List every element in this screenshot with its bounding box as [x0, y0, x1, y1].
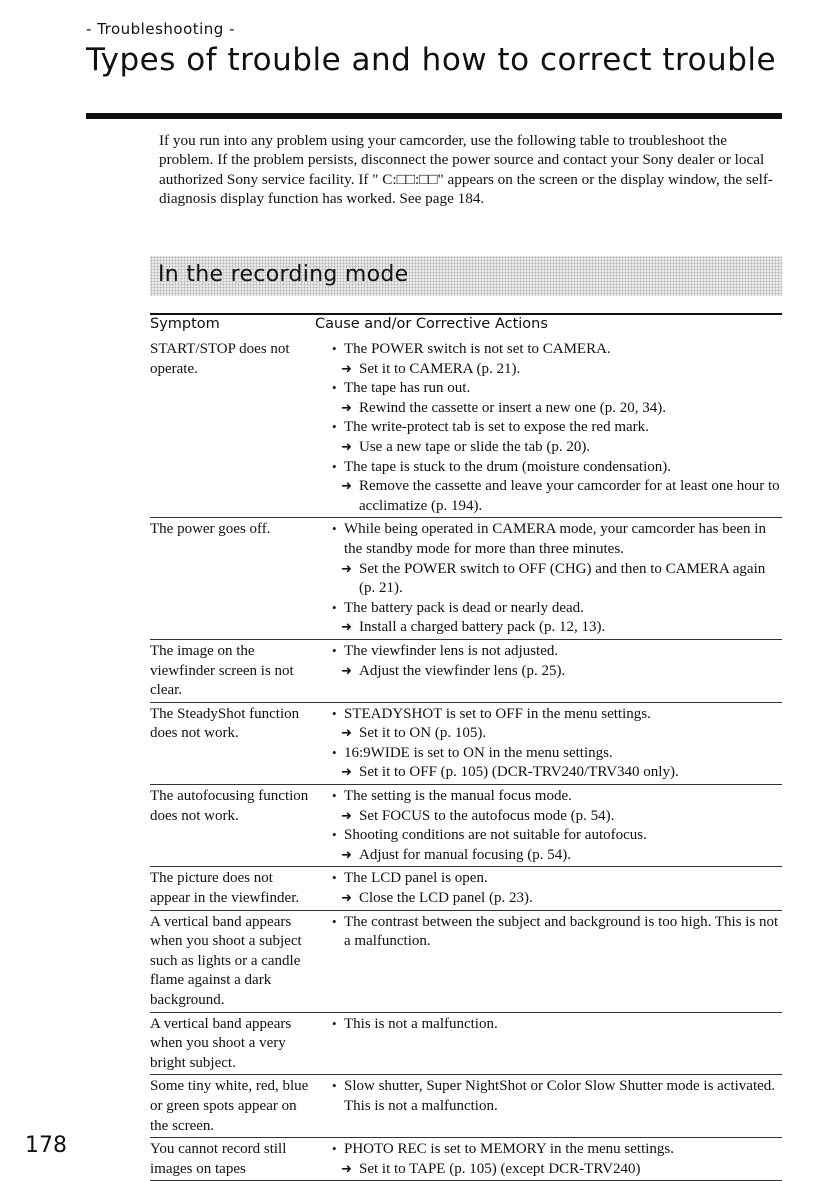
- symptom-cell: The image on the viewfinder screen is not clear.: [150, 642, 294, 699]
- corrective-action: [315, 763, 782, 783]
- table-row: [150, 1138, 782, 1181]
- cause-text: • The tape has run out.: [315, 379, 782, 399]
- section-band: [150, 256, 782, 296]
- cause-text: • The viewfinder lens is not adjusted.: [315, 642, 782, 662]
- arrow-right-icon: ➜: [341, 620, 352, 636]
- arrow-right-icon: ➜: [341, 726, 352, 742]
- action-text: Remove the cassette and leave your camcorder for at least one hour to acclimatize (p. 194).: [359, 478, 780, 514]
- arrow-right-icon: ➜: [341, 561, 352, 577]
- cause-cell: [315, 1015, 782, 1074]
- symptom-cell: A vertical band appears when you shoot a very bright subject.: [150, 1015, 292, 1071]
- cause-text: • PHOTO REC is set to MEMORY in the menu settings.: [315, 1140, 782, 1160]
- table-row: [150, 518, 782, 640]
- cause-cell: [315, 913, 782, 1011]
- cause-text: • The contrast between the subject and background is too high. This is not a malfunction.: [315, 913, 782, 952]
- action-text: Set it to CAMERA (p. 21).: [359, 360, 521, 377]
- arrow-right-icon: ➜: [341, 361, 352, 377]
- table-header-rule: [150, 313, 782, 315]
- symptom-cell: The power goes off.: [150, 521, 271, 538]
- table-row: [150, 867, 782, 910]
- cause-text: • The tape is stuck to the drum (moisture condensation).: [315, 458, 782, 478]
- symptom-cell: START/STOP does not operate.: [150, 341, 290, 377]
- cause-cell: [315, 642, 782, 701]
- arrow-right-icon: ➜: [341, 400, 352, 416]
- page-number: 178: [25, 1133, 67, 1158]
- corrective-action: [315, 618, 782, 638]
- cause-cell: [315, 705, 782, 783]
- arrow-right-icon: ➜: [341, 439, 352, 455]
- symptom-cell: The picture does not appear in the viewfinder.: [150, 870, 300, 907]
- page-title: Types of trouble and how to correct trouble: [86, 42, 777, 78]
- cause-text: • The POWER switch is not set to CAMERA.: [315, 340, 782, 360]
- table-row: [150, 703, 782, 785]
- action-text: Use a new tape or slide the tab (p. 20).: [359, 438, 591, 455]
- intro-paragraph: If you run into any problem using your camcorder, use the following table to troubleshoot the problem. If the problem persists, disconnect the power source and contact your Sony dealer or local authorized Sony service facility. If " C:□□:□□" appears on the screen or the display window, the self-diagnosis display function has worked. See page 184.: [159, 132, 773, 208]
- table-row: [150, 640, 782, 703]
- corrective-action: [315, 399, 782, 419]
- arrow-right-icon: ➜: [341, 847, 352, 863]
- corrective-action: [315, 724, 782, 744]
- cause-text: • STEADYSHOT is set to OFF in the menu settings.: [315, 705, 782, 725]
- table-row: [150, 1013, 782, 1076]
- arrow-right-icon: ➜: [341, 1161, 352, 1177]
- cause-text: • The write-protect tab is set to expose the red mark.: [315, 418, 782, 438]
- cause-column-header: Cause and/or Corrective Actions: [315, 316, 548, 332]
- action-text: Set it to TAPE (p. 105) (except DCR-TRV240): [359, 1160, 641, 1177]
- symptom-column-header: Symptom: [150, 316, 220, 332]
- cause-cell: [315, 520, 782, 638]
- action-text: Set the POWER switch to OFF (CHG) and then to CAMERA again (p. 21).: [359, 560, 766, 597]
- corrective-action: [315, 807, 782, 827]
- corrective-action: [315, 438, 782, 458]
- table-row: [150, 1075, 782, 1138]
- cause-text: • The setting is the manual focus mode.: [315, 787, 782, 807]
- action-text: Close the LCD panel (p. 23).: [359, 890, 533, 907]
- cause-text: • 16:9WIDE is set to ON in the menu settings.: [315, 744, 782, 764]
- symptom-cell: You cannot record still images on tapes: [150, 1141, 287, 1177]
- cause-text: • This is not a malfunction.: [315, 1015, 782, 1035]
- arrow-right-icon: ➜: [341, 479, 352, 495]
- corrective-action: [315, 662, 782, 682]
- cause-cell: [315, 340, 782, 516]
- section-title: In the recording mode: [158, 262, 409, 287]
- action-text: Adjust for manual focusing (p. 54).: [359, 846, 572, 863]
- cause-cell: [315, 787, 782, 865]
- cause-cell: [315, 1077, 782, 1136]
- symptom-cell: A vertical band appears when you shoot a subject such as lights or a candle flame against a dark background.: [150, 913, 302, 1008]
- table-row: [150, 338, 782, 518]
- troubleshooting-table: [150, 338, 782, 1181]
- action-text: Set it to ON (p. 105).: [359, 725, 487, 742]
- arrow-right-icon: ➜: [341, 663, 352, 679]
- table-row: [150, 911, 782, 1013]
- action-text: Rewind the cassette or insert a new one (p. 20, 34).: [359, 399, 666, 416]
- cause-text: • Slow shutter, Super NightShot or Color Slow Shutter mode is activated. This is not a malfunction.: [315, 1077, 782, 1116]
- action-text: Install a charged battery pack (p. 12, 13).: [359, 619, 606, 636]
- corrective-action: [315, 846, 782, 866]
- table-row: [150, 785, 782, 867]
- cause-text: • Shooting conditions are not suitable for autofocus.: [315, 826, 782, 846]
- corrective-action: [315, 560, 782, 599]
- cause-text: • The LCD panel is open.: [315, 869, 782, 889]
- corrective-action: [315, 1160, 782, 1180]
- symptom-cell: Some tiny white, red, blue or green spots appear on the screen.: [150, 1078, 309, 1134]
- symptom-cell: The autofocusing function does not work.: [150, 788, 309, 824]
- arrow-right-icon: ➜: [341, 891, 352, 907]
- action-text: Set it to OFF (p. 105) (DCR-TRV240/TRV340 only).: [359, 764, 679, 781]
- arrow-right-icon: ➜: [341, 808, 352, 824]
- title-rule: [86, 113, 782, 119]
- chapter-label: - Troubleshooting -: [86, 20, 236, 38]
- cause-text: • While being operated in CAMERA mode, your camcorder has been in the standby mode for more than three minutes.: [315, 520, 782, 559]
- corrective-action: [315, 889, 782, 909]
- cause-cell: [315, 869, 782, 908]
- arrow-right-icon: ➜: [341, 765, 352, 781]
- action-text: Set FOCUS to the autofocus mode (p. 54).: [359, 807, 615, 824]
- cause-cell: [315, 1140, 782, 1179]
- corrective-action: [315, 360, 782, 380]
- corrective-action: [315, 477, 782, 516]
- symptom-cell: The SteadyShot function does not work.: [150, 705, 300, 742]
- action-text: Adjust the viewfinder lens (p. 25).: [359, 662, 566, 679]
- cause-text: • The battery pack is dead or nearly dead.: [315, 599, 782, 619]
